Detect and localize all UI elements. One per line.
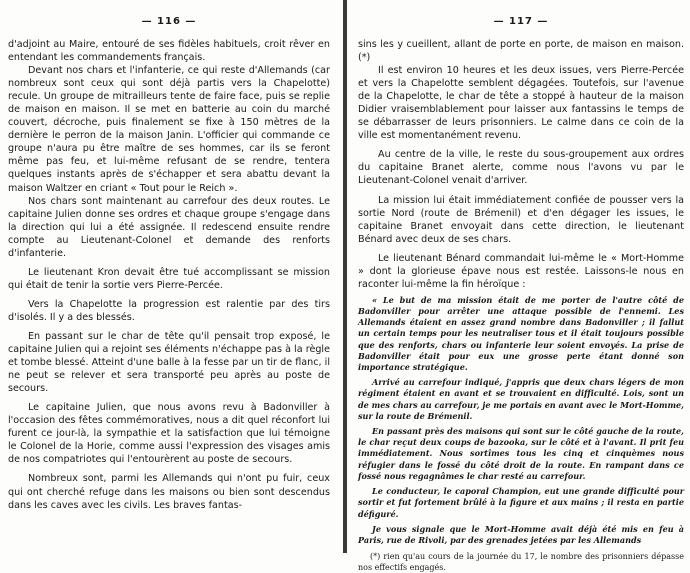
left-paragraph-4: Le lieutenant Kron devait être tué accomplissant se mission qui était de tenir la sortie vers Pierre-Percée. bbox=[8, 266, 330, 291]
left-paragraph-2: Devant nos chars et l'infanterie, ce qui reste d'Allemands (car nombreux sont ceux qui sont déjà partis vers la Chapelotte) recule. Un groupe de mitrailleurs tente de faire face, puis se replie de maison en maison. Il se met en batterie au coin du marché couvert, décroche, puis finalement se fixe à 150 mètres de la dernière le perron de la maison Janin. L'officier qui commande ce groupe n'aura pu être maître de ses hommes, car ils se feront même pas feu, et lui-même refusant de se rendre, tentera quelques instants après de s'échapper et sera abattu devant la maison Waltzer en criant « Tout pour le Reich ». bbox=[8, 65, 330, 194]
right-page bbox=[358, 0, 684, 572]
quote-paragraph-1: « Le but de ma mission était de me porter de l'autre côté de Badonviller pour arrêter une attaque possible de l'ennemi. Les Allemands étaient en assez grand nombre dans Badonviller ; il fallut un certain temps pour les neutraliser tous et il était toujours possible que des renforts, chars ou infanterie leur soient envoyés. La prise de Badonviller était pour eux une grosse perte étant donné son importance stratégique. bbox=[358, 294, 684, 373]
right-paragraph-3: Au centre de la ville, le reste du sous-groupement aux ordres du capitaine Branet alerte, comme nous l'avons vu par le Lieutenant-Colonel venait d'arriver. bbox=[358, 149, 684, 187]
left-page bbox=[8, 0, 330, 553]
book-gutter bbox=[343, 0, 347, 553]
right-page-body bbox=[358, 38, 684, 573]
left-paragraph-6: En passant sur le char de tête qu'il pensait trop exposé, le capitaine Julien qui a rejoint ses éléments n'échappe pas à la règle et tombe blessé. Atteint d'une balle à la fesse par un tir de flanc, il ne peut se relever et sera transporté peu après au poste de secours. bbox=[8, 330, 330, 395]
quote-paragraph-2: Arrivé au carrefour indiqué, j'appris que deux chars légers de mon régiment étaient en avant et se trouvaient en difficulté. Lois, sont un de mes chars au carrefour, je me portais en avant avec le Mort-Homme, sur la route de Brémenil. bbox=[358, 377, 684, 421]
right-paragraph-1: sins les y cueillent, allant de porte en porte, de maison en maison. (*) bbox=[358, 39, 684, 64]
left-paragraph-5: Vers la Chapelotte la progression est ralentie par des tirs d'isolés. Il y a des blessés. bbox=[8, 298, 330, 323]
left-paragraph-1: d'adjoint au Maire, entouré de ses fidèles habituels, croit rêver en entendant les commandements français. bbox=[8, 39, 330, 64]
left-paragraph-8: Nombreux sont, parmi les Allemands qui n'ont pu fuir, ceux qui ont cherché refuge dans les maisons ou bien sont descendus dans les caves avec les civils. Les braves fantas- bbox=[8, 473, 330, 511]
quote-paragraph-5: Je vous signale que le Mort-Homme avait déjà été mis en feu à Paris, rue de Rivoli, par des grenades jetées par les Allemands bbox=[358, 523, 684, 545]
left-page-number: — 116 — bbox=[141, 16, 197, 27]
left-page-body bbox=[8, 38, 330, 512]
right-paragraph-2: Il est environ 10 heures et les deux issues, vers Pierre-Percée et vers la Chapelotte semblent dégagées. Toutefois, sur l'avenue de la Chapelotte, le char de tête a stoppé à hauteur de la maison Didier vraisemblablement pour laisser aux fantassins le temps de se débarrasser de leurs prisonniers. Le calme dans ce coin de la ville est momentanément revenu. bbox=[358, 65, 684, 142]
right-paragraph-4: La mission lui était immédiatement confiée de pousser vers la sortie Nord (route de Brémenil) et d'en dégager les issues, le capitaine Branet envoyait dans cette direction, le lieutenant Bénard avec deux de ses chars. bbox=[358, 194, 684, 245]
footnote: (*) rien qu'au cours de la journée du 17, le nombre des prisonniers dépasse nos effectifs engagés. bbox=[358, 552, 684, 572]
left-paragraph-3: Nos chars sont maintenant au carrefour des deux routes. Le capitaine Julien donne ses ordres et chaque groupe s'engage dans la direction qui lui a été assignée. Il redescend ensuite rendre compte au Lieutenant-Colonel et demande des renforts d'infanterie. bbox=[8, 195, 330, 259]
quote-paragraph-3: En passant près des maisons qui sont sur le côté gauche de la route, le char reçut deux coups de bazooka, sur le côté et à l'avant. Il prit feu immédiatement. Nous sortîmes tous les cinq et cinquèmes nous réfugier dans le fossé du côté droit de la route. En rampant dans ce fossé nous regagnâmes le char resté au carrefour. bbox=[358, 426, 684, 481]
right-paragraph-5: Le lieutenant Bénard commandait lui-même le « Mort-Homme » dont la glorieuse épave nous est restée. Laissons-le nous en raconter lui-même la fin héroïque : bbox=[358, 252, 684, 290]
left-paragraph-7: Le capitaine Julien, que nous avons revu à Badonviller à l'occasion des fêtes commémoratives, nous a dit quel réconfort lui furent ce jour-là, la sympathie et la satisfaction que lui témoigne le Colonel de la Horie, comme aussi l'expression des visages amis de nos compatriotes qui l'entourèrent au poste de secours. bbox=[8, 402, 330, 466]
block-quote bbox=[358, 295, 684, 546]
right-page-number: — 117 — bbox=[493, 16, 549, 27]
quote-paragraph-4: Le conducteur, le caporal Champion, eut une grande difficulté pour sortir et fut fortement brûlé à la figure et aux mains ; il resta en partie défiguré. bbox=[358, 486, 684, 519]
